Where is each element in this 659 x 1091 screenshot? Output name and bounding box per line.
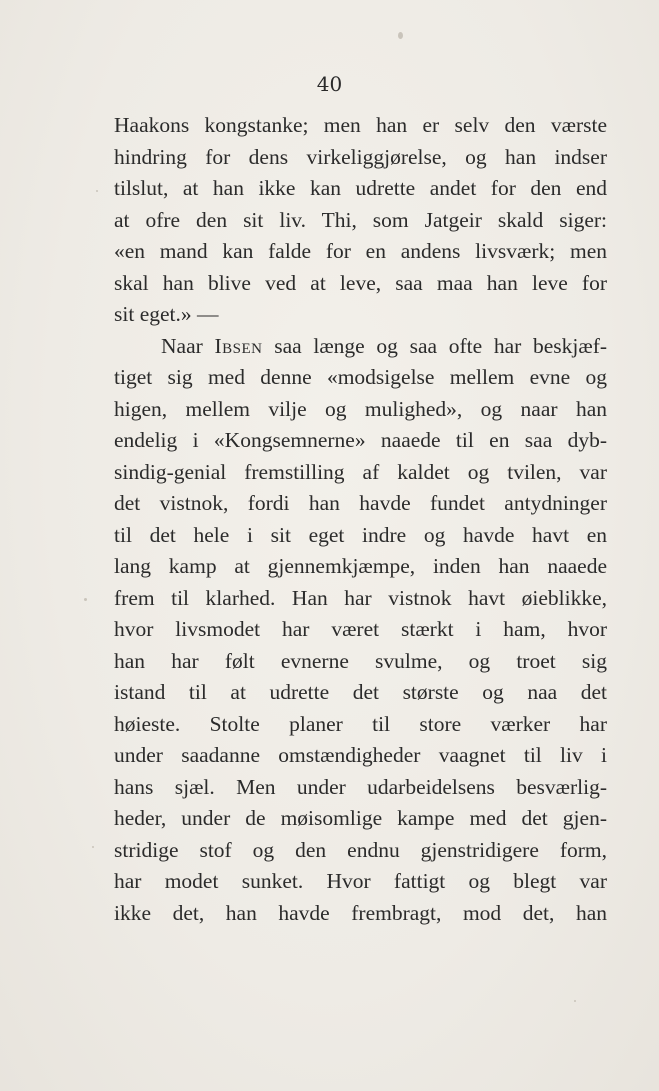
text-line: hans sjæl. Men under udarbeidelsens besværlig- xyxy=(114,774,607,799)
text-line: istand til at udrette det største og naa det xyxy=(114,680,607,704)
text-line: til det hele i sit eget indre og havde havt en xyxy=(114,522,607,547)
paper-speck xyxy=(574,1000,576,1002)
text-line: lang kamp at gjennemkjæmpe, inden han naaede xyxy=(114,554,607,578)
text-line: ikke det, han havde frembragt, mod det, han xyxy=(114,900,607,925)
author-name: Ibsen xyxy=(214,333,263,358)
text-fragment: Naar xyxy=(161,333,203,358)
paragraph-first-line xyxy=(114,331,607,363)
text-line: higen, mellem vilje og mulighed», og naar han xyxy=(114,396,607,421)
paper-speck xyxy=(92,846,94,848)
text-line: tilslut, at han ikke kan udrette andet for den end xyxy=(114,176,607,200)
text-line: tiget sig med denne «modsigelse mellem evne og xyxy=(114,365,607,389)
text-line: under saadanne omstændigheder vaagnet til liv i xyxy=(114,743,607,767)
text-line: skal han blive ved at leve, saa maa han leve for xyxy=(114,270,607,295)
paper-speck xyxy=(96,190,98,192)
text-line: sit eget.» — xyxy=(114,302,219,326)
text-line: han har følt evnerne svulme, og troet sig xyxy=(114,648,607,673)
text-line: frem til klarhed. Han har vistnok havt øieblikke, xyxy=(114,585,607,610)
text-line: «en mand kan falde for en andens livsværk; men xyxy=(114,239,607,263)
text-line: at ofre den sit liv. Thi, som Jatgeir skald siger: xyxy=(114,207,607,232)
text-line: hvor livsmodet har været stærkt i ham, hvor xyxy=(114,617,607,641)
text-line: Haakons kongstanke; men han er selv den værste xyxy=(114,113,607,137)
text-line: høieste. Stolte planer til store værker har xyxy=(114,711,607,736)
page-number: 40 xyxy=(316,72,343,96)
text-line: endelig i «Kongsemnerne» naaede til en saa dyb- xyxy=(114,428,607,452)
text-line: stridige stof og den endnu gjenstridigere form, xyxy=(114,837,607,862)
text-line: har modet sunket. Hvor fattigt og blegt var xyxy=(114,869,607,893)
text-line: heder, under de møisomlige kampe med det gjen- xyxy=(114,806,607,830)
text-line: sindig-genial fremstilling af kaldet og tvilen, var xyxy=(114,459,607,484)
text-line: det vistnok, fordi han havde fundet antydninger xyxy=(114,491,607,515)
text-line: hindring for dens virkeliggjørelse, og han indser xyxy=(114,144,607,169)
text-fragment: saa længe og saa ofte har beskjæf- xyxy=(274,333,607,358)
paper-speck xyxy=(84,598,87,601)
body-text xyxy=(114,110,607,929)
paper-speck xyxy=(398,32,403,39)
